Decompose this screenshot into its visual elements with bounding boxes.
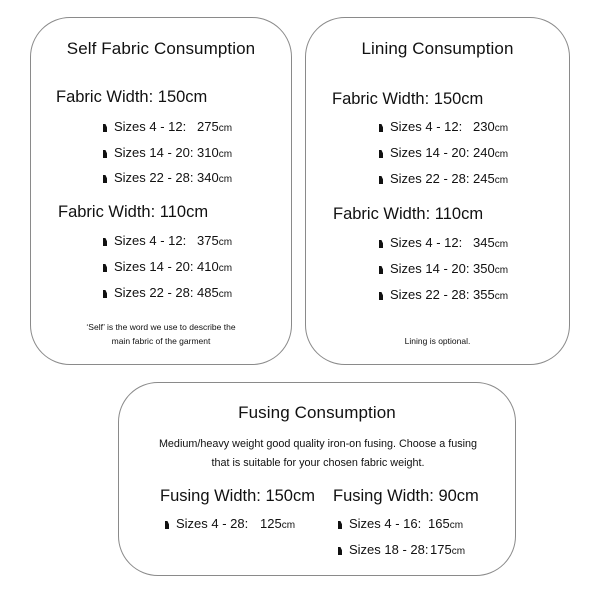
bullet-icon xyxy=(338,521,342,529)
bullet-icon xyxy=(103,238,107,246)
bullet-icon xyxy=(165,521,169,529)
bullet-icon xyxy=(103,175,107,183)
bullet-icon xyxy=(103,264,107,272)
fusing-title: Fusing Consumption xyxy=(238,403,396,422)
bullet-icon xyxy=(379,240,383,248)
lining-title: Lining Consumption xyxy=(361,39,514,58)
bullet-icon xyxy=(379,150,383,158)
bullet-icon xyxy=(379,176,383,184)
self-fabric-width-110-heading: Fabric Width: 110cm xyxy=(58,203,209,221)
fusing-width-90-heading: Fusing Width: 90cm xyxy=(333,487,479,505)
bullet-icon xyxy=(379,266,383,274)
size-row: Sizes 14 - 20: 240cm xyxy=(379,145,559,161)
fusing-width-150-heading: Fusing Width: 150cm xyxy=(160,487,315,505)
size-row: Sizes 14 - 20: 410cm xyxy=(103,259,283,275)
size-row: Sizes 14 - 20: 310cm xyxy=(103,145,283,161)
size-row: Sizes 4 - 12: 345cm xyxy=(379,235,559,251)
self-fabric-title: Self Fabric Consumption xyxy=(66,39,256,58)
self-fabric-note: ‘Self’ is the word we use to describe the main fabric of the garment xyxy=(86,322,236,346)
lining-width-110-heading: Fabric Width: 110cm xyxy=(333,205,484,223)
bullet-icon xyxy=(338,547,342,555)
size-row: Sizes 4 - 16: 165cm xyxy=(338,516,498,532)
bullet-icon xyxy=(103,150,107,158)
size-row: Sizes 18 - 28: 175cm xyxy=(338,542,498,558)
fusing-card xyxy=(118,382,516,576)
lining-card xyxy=(305,17,570,365)
lining-width-150-heading: Fabric Width: 150cm xyxy=(332,90,484,108)
size-row: Sizes 4 - 12: 230cm xyxy=(379,119,559,135)
size-row: Sizes 22 - 28: 245cm xyxy=(379,171,559,187)
size-row: Sizes 14 - 20: 350cm xyxy=(379,261,559,277)
lining-note: Lining is optional. xyxy=(404,336,471,346)
bullet-icon xyxy=(379,124,383,132)
size-row: Sizes 4 - 28: 125cm xyxy=(165,516,325,532)
bullet-icon xyxy=(379,292,383,300)
size-row: Sizes 4 - 12: 275cm xyxy=(103,119,283,135)
self-fabric-width-150-heading: Fabric Width: 150cm xyxy=(56,88,208,106)
bullet-icon xyxy=(103,124,107,132)
self-fabric-card xyxy=(30,17,292,365)
size-row: Sizes 4 - 12: 375cm xyxy=(103,233,283,249)
bullet-icon xyxy=(103,290,107,298)
size-row: Sizes 22 - 28: 355cm xyxy=(379,287,559,303)
size-row: Sizes 22 - 28: 340cm xyxy=(103,170,283,186)
size-row: Sizes 22 - 28: 485cm xyxy=(103,285,283,301)
fusing-description: Medium/heavy weight good quality iron-on fusing. Choose a fusing that is suitable for your chosen fabric weight. xyxy=(158,438,478,469)
